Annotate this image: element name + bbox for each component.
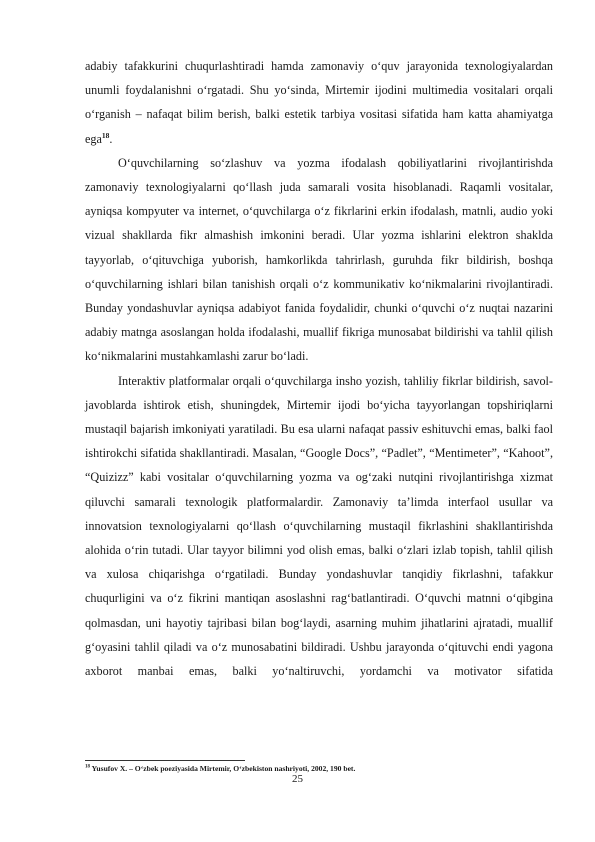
paragraph-1-text: adabiy tafakkurini chuqurlashtiradi hamda zamonaviy o‘quv jarayonida texnologiyalardan unumli foydalanishni o‘rgatadi. Shu yo‘sinda, Mirtemir ijodini multimedia vositalari orqali o‘rganish – nafaqat bilim berish, balki estetik tarbiya vositasi sifatida ham katta ahamiyatga ega [85,59,553,146]
footnote-reference[interactable]: 18 [101,130,110,140]
page-number: 25 [292,773,303,785]
footnote-number: 18 [85,764,90,770]
document-body [85,54,553,683]
paragraph-1-end: . [109,131,113,146]
paragraph-3: Interaktiv platformalar orqali o‘quvchilarga insho yozish, tahliliy fikrlar bildirish, savol-javoblarda ishtirok etish, shuningdek, Mirtemir ijodi bo‘yicha tayyorlangan topshiriqlarni mustaqil bajarish imkoniyati yaratiladi. Bu esa ularni nafaqat passiv eshituvchi emas, balki faol ishtirokchi sifatida shakllantiradi. Masalan, “Google Docs”, “Padlet”, “Mentimeter”, “Kahoot”, “Quizizz” kabi vositalar o‘quvchilarning yozma va og‘zaki nutqini rivojlantirishga xizmat qiluvchi samarali texnologik platformalardir. Zamonaviy ta’limda interfaol usullar va innovatsion texnologiyalarni qo‘llash o‘quvchilarning mustaqil fikrlashini shakllantirishda alohida o‘rin tutadi. Ular tayyor bilimni yod olish emas, balki o‘zlari izlab topish, tahlil qilish va xulosa chiqarishga o‘rgatiladi. Bunday yondashuvlar tanqidiy fikrlashni, tafakkur chuqurligini va o‘z fikrini mantiqan asoslashni rag‘batlantiradi. O‘quvchi matnni o‘qibgina qolmasdan, uni hayotiy tajribasi bilan bog‘laydi, asarning muhim jihatlarini ajratadi, muallif g‘oyasini tahlil qiladi va o‘z munosabatini bildiradi. Ushbu jarayonda o‘qituvchi endi yagona axborot manbai emas, balki yo‘naltiruvchi, yordamchi va motivator sifatida [85,373,553,679]
footnote-divider [85,760,245,761]
paragraph-2: O‘quvchilarning so‘zlashuv va yozma ifodalash qobiliyatlarini rivojlantirishda zamonaviy texnologiyalarni qo‘llash juda samarali vosita hisoblanadi. Raqamli vositalar, ayniqsa kompyuter va internet, o‘quvchilarga o‘z fikrlarini erkin ifodalash, matnli, audio yoki vizual shakllarda fikr almashish imkonini beradi. Ular yozma ishlarini elektron shaklda tayyorlab, o‘qituvchiga yuborish, hamkorlikda tahrirlash, guruhda fikr bildirish, boshqa o‘quvchilarning ishlari bilan tanishish orqali o‘z kommunikativ ko‘nikmalarini rivojlantiradi. Bunday yondashuvlar ayniqsa adabiyot fanida foydalidir, chunki o‘quvchi o‘z nuqtai nazarini adabiy matnga asoslangan holda ifodalashi, muallif fikriga munosabat bildirishi va tahlil qilish ko‘nikmalarini mustahkamlashi zarur bo‘ladi. [85,155,553,364]
paragraph-1 [85,54,553,151]
footnote-text: Yusufov X. – O‘zbek poeziyasida Mirtemir, O‘zbekiston nashriyoti, 2002, 190 bet. [90,764,356,773]
